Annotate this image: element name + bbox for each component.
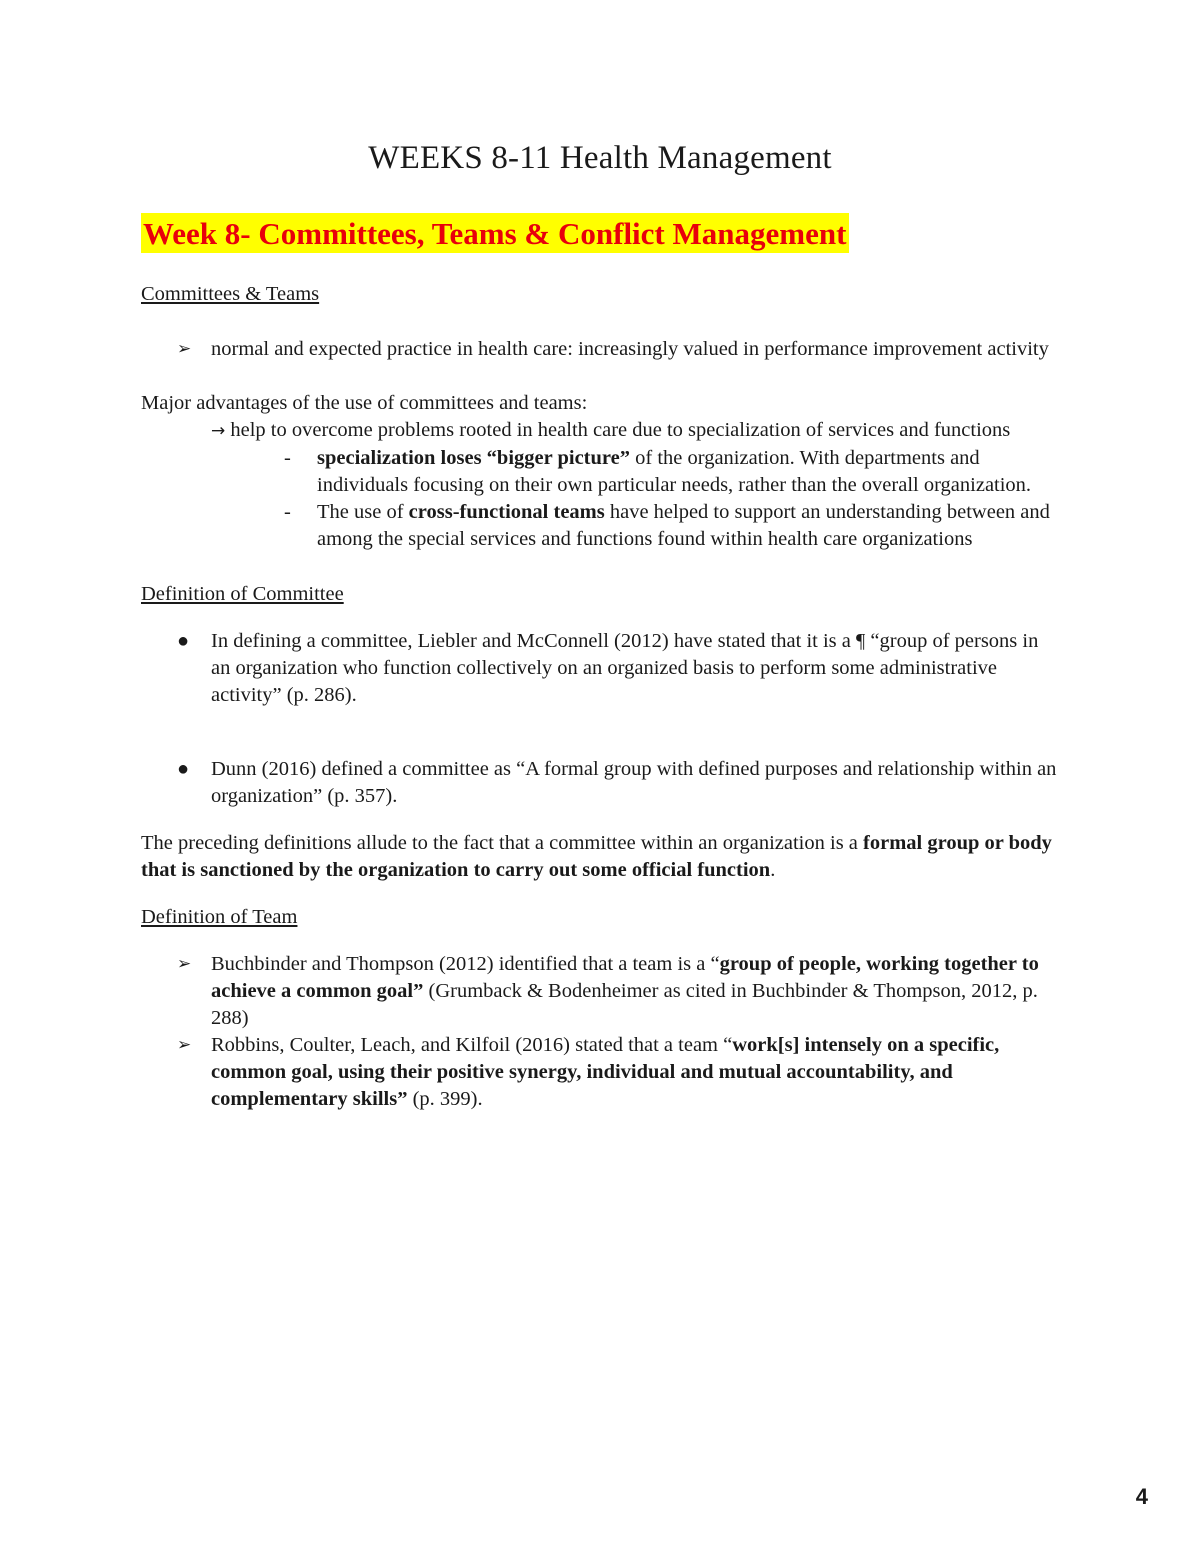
bold-phrase: cross-functional teams — [408, 501, 605, 523]
section-heading-committee-definition: Definition of Committee — [141, 583, 344, 605]
list-item-text: In defining a committee, Liebler and McConnell (2012) have stated that it is a ¶ “group of persons in an organization who function collectively on an organized basis to perform some administrative activity” (p. 286). — [211, 630, 1039, 706]
arrowhead-bullet-icon: ➢ — [177, 1035, 192, 1055]
list-item — [141, 336, 1061, 363]
page-number: 4 — [1135, 1484, 1148, 1509]
advantages-intro: Major advantages of the use of committees and teams: — [141, 392, 588, 414]
list-item — [141, 499, 1061, 553]
list-item — [141, 445, 1061, 499]
section-heading-team-definition: Definition of Team — [141, 906, 298, 928]
team-definition-list — [141, 951, 1061, 1113]
document-title: WEEKS 8-11 Health Management — [368, 140, 832, 176]
list-item-text: Dunn (2016) defined a committee as “A formal group with defined purposes and relationship within an organization” (p. 357). — [211, 758, 1057, 807]
bold-phrase: work[s] intensely on a specific, common goal, using their positive synergy, individual and mutual accountability, and complementary skills” — [211, 1034, 1000, 1110]
list-item-text: normal and expected practice in health care: increasingly valued in performance improvement activity — [211, 338, 1049, 360]
dash-bullet: - — [284, 501, 291, 523]
section-heading-committees-teams: Committees & Teams — [141, 283, 320, 305]
summary-end: . — [770, 859, 776, 881]
week-heading: Week 8- Committees, Teams & Conflict Management — [141, 213, 849, 253]
committee-definition-list — [141, 628, 1061, 810]
list-item-text: The use of — [317, 501, 409, 523]
list-item-text: Robbins, Coulter, Leach, and Kilfoil (2016) stated that a team “ — [211, 1034, 733, 1056]
bullet-dot-icon: ● — [177, 630, 190, 652]
arrowhead-bullet-icon: ➢ — [177, 954, 192, 974]
committees-teams-list — [141, 336, 1061, 363]
right-arrow-icon: → — [211, 421, 226, 441]
advantages-arrow-line — [141, 417, 1061, 445]
bold-phrase: specialization loses “bigger picture” — [317, 447, 630, 469]
list-item-text: Buchbinder and Thompson (2012) identified that a team is a “ — [211, 953, 720, 975]
list-item — [141, 756, 1061, 810]
bold-phrase: group of people, working together to achieve a common goal” — [211, 953, 1039, 1002]
week-heading-wrap — [141, 177, 1061, 253]
list-item-text: (Grumback & Bodenheimer as cited in Buchbinder & Thompson, 2012, p. 288) — [211, 980, 1038, 1029]
bullet-dot-icon: ● — [177, 758, 190, 780]
list-item — [141, 1032, 1061, 1113]
list-item — [141, 951, 1061, 1032]
dash-bullet: - — [284, 447, 291, 469]
document-page — [141, 140, 1061, 1113]
list-item — [141, 628, 1061, 709]
list-item-text: of the organization. With departments and individuals focusing on their own particular needs, rather than the overall organization. — [317, 447, 1032, 496]
list-item-text: have helped to support an understanding between and among the special services and functions found within health care organizations — [317, 501, 1050, 550]
advantages-dash-list — [141, 445, 1061, 553]
summary-text: The preceding definitions allude to the fact that a committee within an organization is a — [141, 832, 864, 854]
bold-phrase: formal group or body that is sanctioned by the organization to carry out some official function — [141, 832, 1052, 881]
arrowhead-bullet-icon: ➢ — [177, 339, 192, 359]
advantages-arrow-text: help to overcome problems rooted in health care due to specialization of services and functions — [225, 419, 1011, 441]
list-item-text: (p. 399). — [407, 1088, 483, 1110]
committee-summary — [141, 830, 1061, 884]
